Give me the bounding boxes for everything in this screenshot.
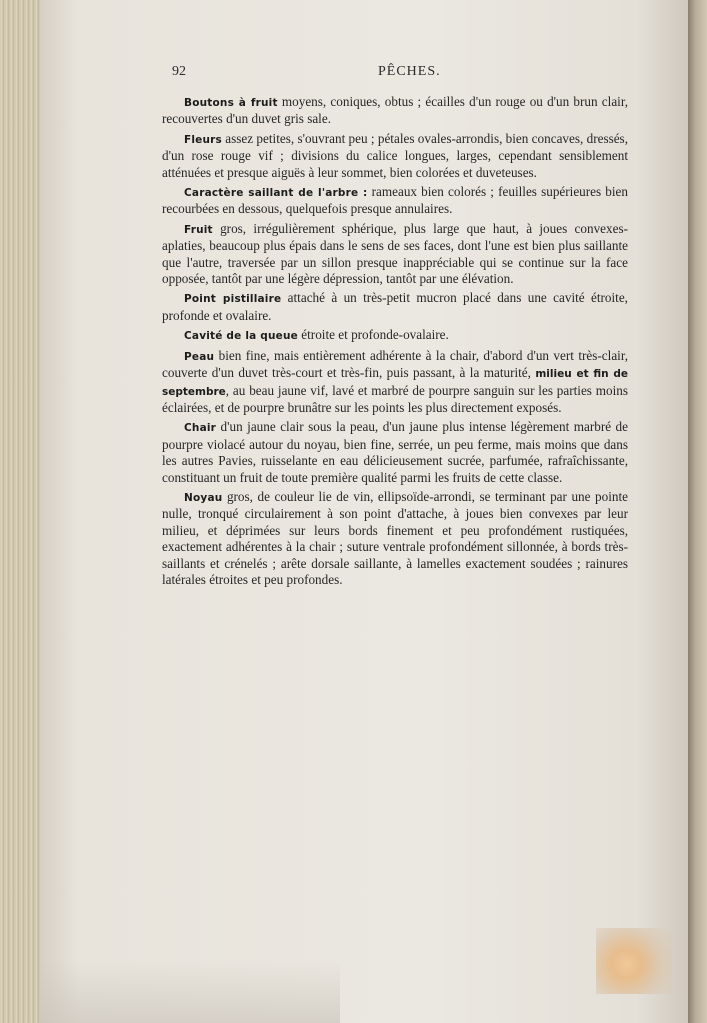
- term-label: Chair: [184, 422, 217, 435]
- description-text: [162, 94, 628, 591]
- ripening-date: milieu et fin de septembre: [162, 368, 628, 398]
- paragraph-text: étroite et profonde-ovalaire.: [297, 327, 449, 343]
- paragraph-text: gros, de couleur lie de vin, ellipsoïde-arrondi, se terminant par une pointe nulle, tronqué circulairement à son point d'attache, à joues bien convexes par leur milieu, et déprimées sur leurs bords finement et peu profondément rustiquées, exactement adhérentes à la chair ; suture ventrale profondément sillonnée, à bords très-saillants et crénelés ; arête dorsale saillante, à lamelles exactement soudées ; rainures latérales étroites et peu profondes.: [162, 488, 628, 587]
- term-label: Point pistillaire: [184, 293, 282, 306]
- paragraph-text: rameaux bien colorés ; feuilles supérieures bien recourbées en dessous, quelquefois presque annulaires.: [162, 184, 629, 217]
- paragraph-text: bien fine, mais entièrement adhérente à la chair, d'abord d'un vert très-clair, couverte d'un duvet très-court et très-fin, puis passant, à la maturité,: [162, 347, 628, 381]
- book-binding-edge: [688, 0, 707, 1023]
- page-number: 92: [172, 64, 186, 79]
- paragraph-fruit: [162, 221, 628, 288]
- paragraph-caractere: [162, 184, 628, 218]
- paragraph-point-pistillaire: [162, 290, 628, 324]
- paragraph-cavite: [162, 327, 628, 344]
- term-label: Boutons à fruit: [184, 97, 278, 109]
- term-label: Peau: [184, 350, 215, 363]
- paragraph-text-continued: , au beau jaune vif, lavé et marbré de pourpre sanguin sur les parties moins éclairées, et de pourpre brunâtre sur les points les plus directement exposés.: [162, 382, 628, 415]
- term-label: Fruit: [184, 223, 213, 236]
- paragraph-text: assez petites, s'ouvrant peu ; pétales ovales-arrondis, bien concaves, dressés, d'un rose rouge vif ; divisions du calice longues, larges, cependant sensiblement atténuées et presque aiguës à leur sommet, bien colorées et duveteuses.: [162, 130, 628, 180]
- paragraph-chair: [162, 419, 628, 486]
- paragraph-boutons: [162, 94, 628, 128]
- paragraph-peau: [162, 348, 628, 417]
- library-stamp: [596, 928, 672, 994]
- term-label: Cavité de la queue: [184, 330, 298, 343]
- paragraph-text: d'un jaune clair sous la peau, d'un jaune plus intense légèrement marbré de pourpre violacé autour du noyau, bien fine, serrée, un peu ferme, mais moins que dans les autres Pavies, ruisselante en eau délicieusement sucrée, parfumée, rafraîchissante, constituant un fruit de toute première qualité parmi les fruits de cette classe.: [162, 419, 628, 485]
- page-header: [172, 64, 632, 84]
- term-label: Noyau: [184, 491, 223, 504]
- running-title: PÊCHES.: [378, 64, 441, 79]
- term-label: Caractère saillant de l'arbre :: [184, 187, 368, 200]
- paragraph-text: moyens, coniques, obtus ; écailles d'un rouge ou d'un brun clair, recouvertes d'un duvet gris sale.: [162, 94, 628, 127]
- paragraph-noyau: [162, 489, 628, 588]
- term-label: Fleurs: [184, 133, 222, 146]
- paragraph-fleurs: [162, 131, 628, 181]
- paragraph-text: attaché à un très-petit mucron placé dans une cavité étroite, profonde et ovalaire.: [162, 290, 628, 323]
- page-shadow: [40, 960, 340, 1023]
- paragraph-text: gros, irrégulièrement sphérique, plus large que haut, à joues convexes-aplaties, beaucoup plus épais dans le sens de ses faces, dont l'une est bien plus saillante que l'autre, traversée par un sillon presque inappréciable qui se continue sur la face opposée, tantôt par une légère dépression, tantôt par une élévation.: [162, 220, 628, 287]
